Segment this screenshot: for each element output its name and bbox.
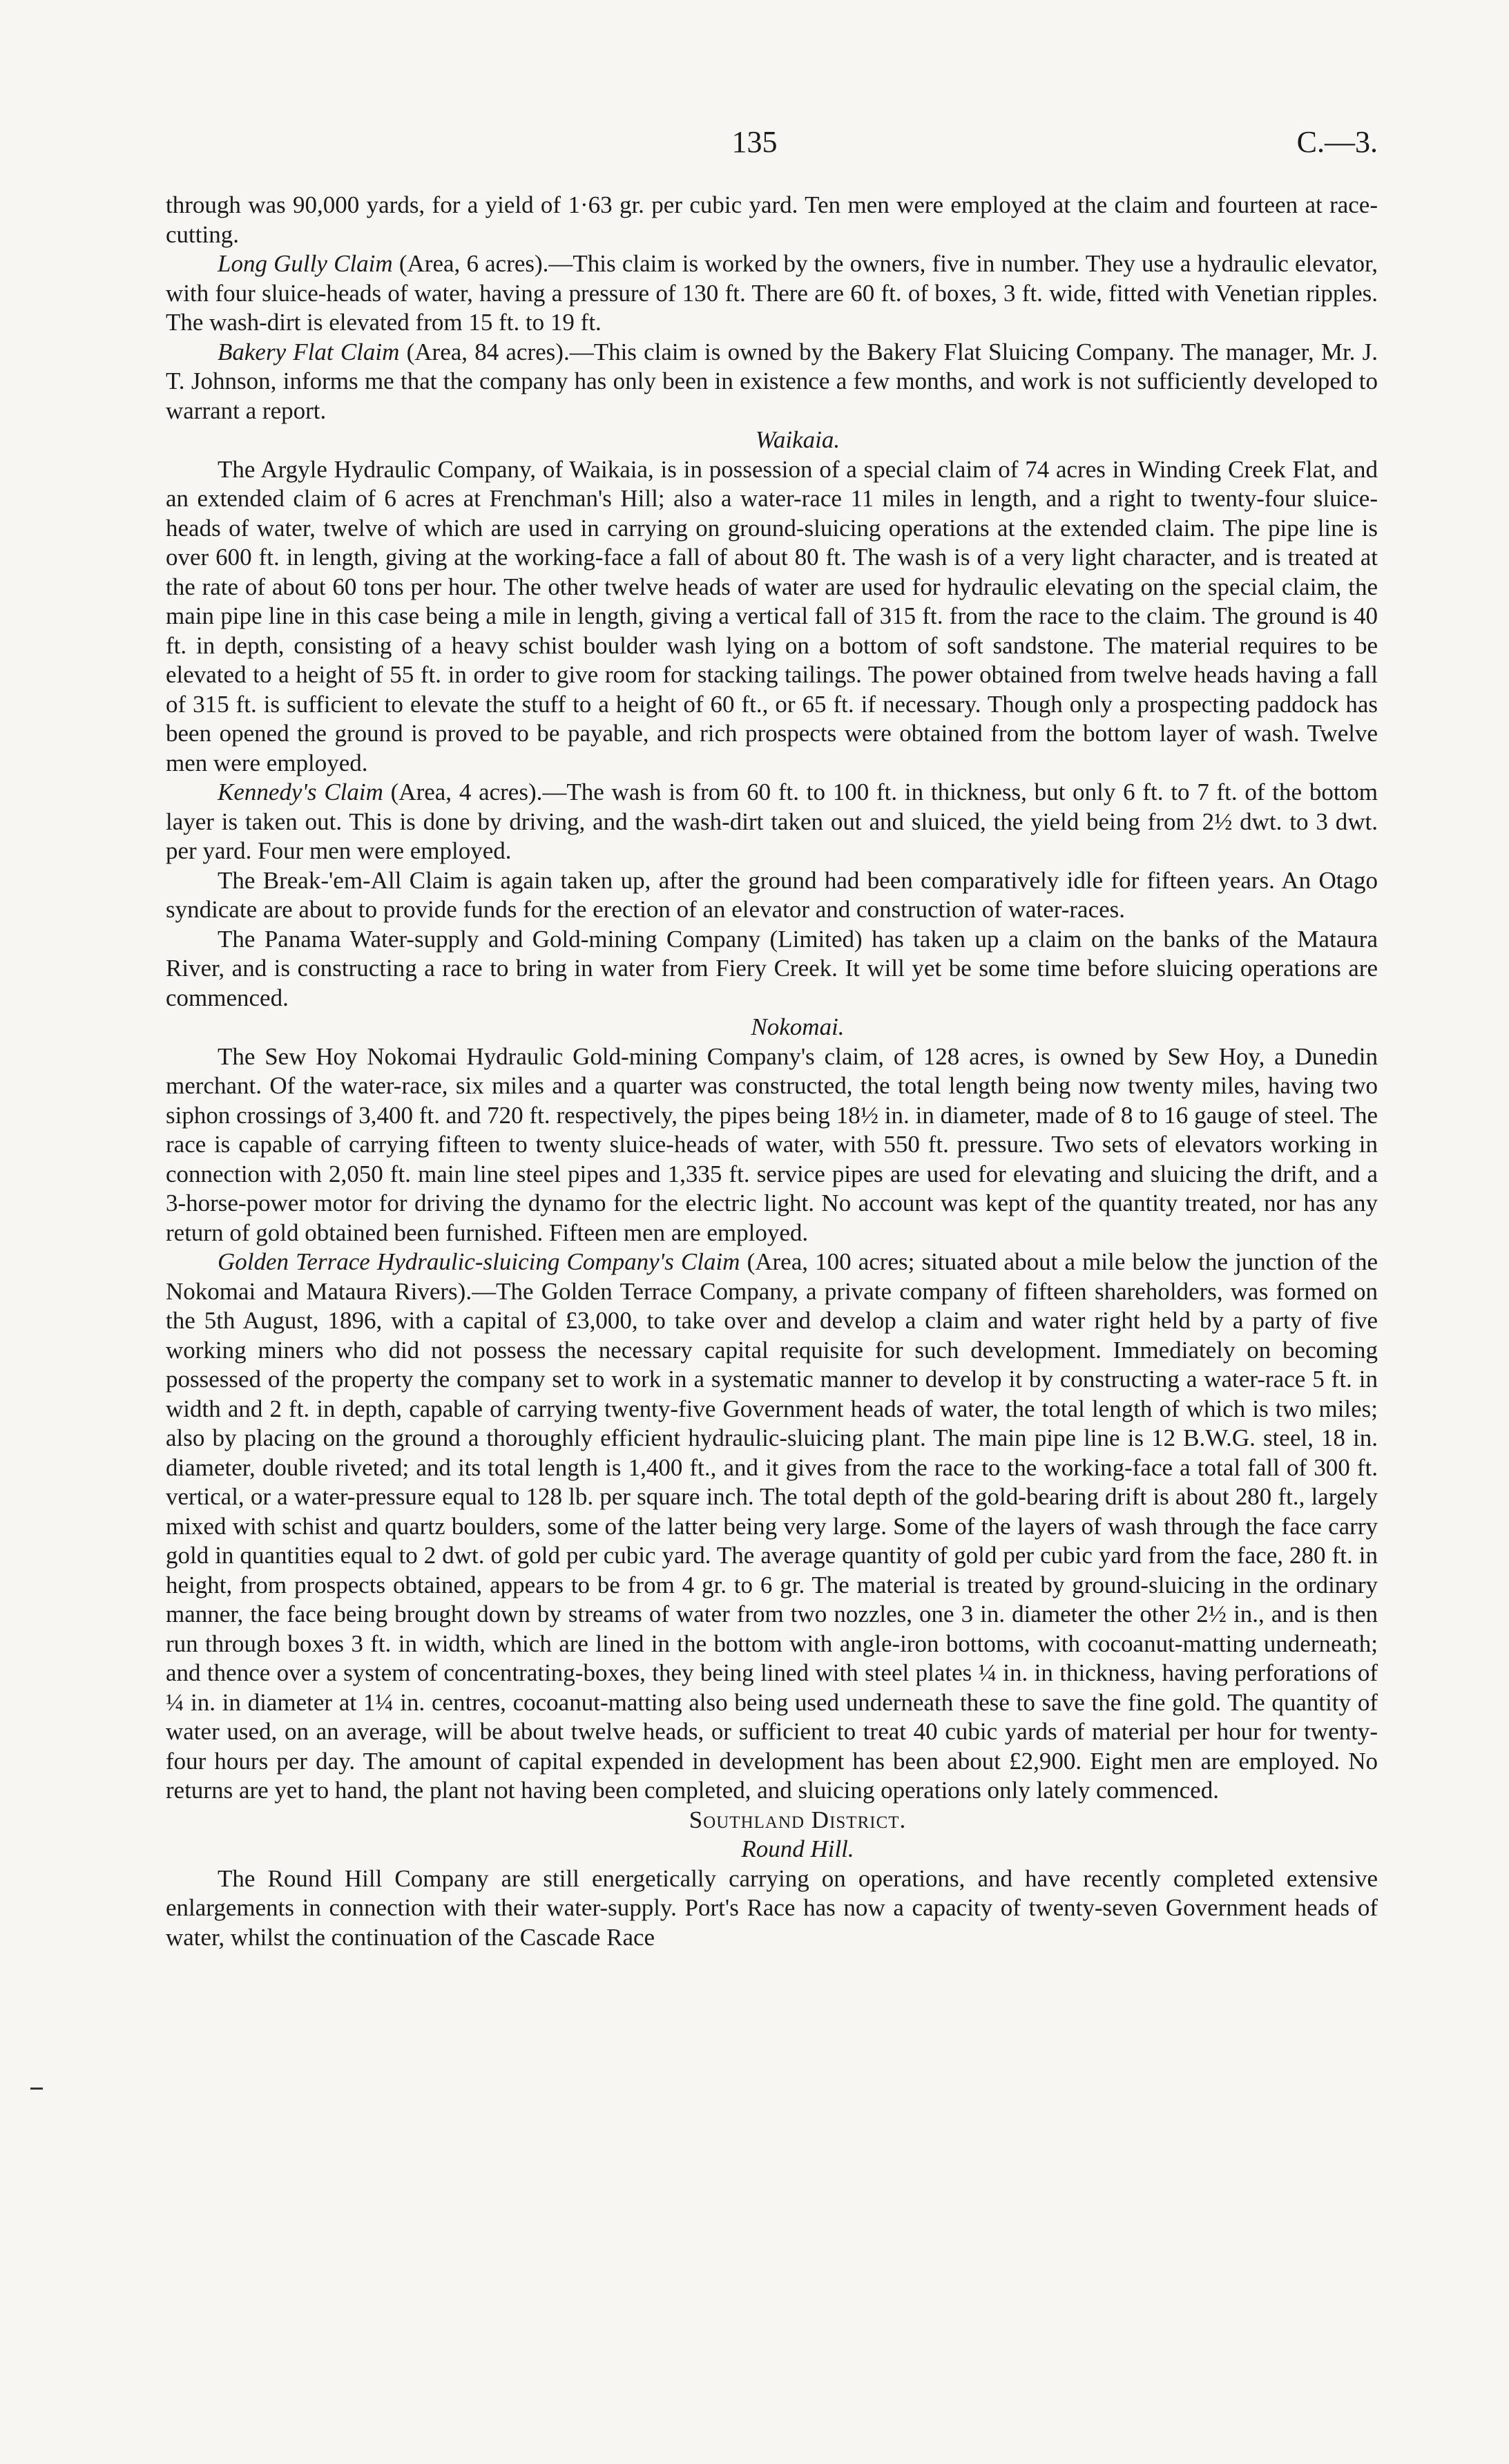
paragraph-continuation: through was 90,000 yards, for a yield of 1·63 gr. per cubic yard. Ten men were employed at the claim and fourteen at race-cutting. bbox=[166, 191, 1378, 248]
page-header bbox=[0, 124, 1509, 166]
paragraph-round-hill-company: The Round Hill Company are still energetically carrying on operations, and have recently completed extensive enlargements in connection with their water-supply. Port's Race has now a capacity of twenty-seven Government heads of water, whilst the continuation of the Cascade Race bbox=[166, 1864, 1378, 1951]
paragraph-bakery-flat-claim bbox=[166, 338, 1378, 426]
paragraph-panama-water-supply: The Panama Water-supply and Gold-mining Company (Limited) has taken up a claim on the banks of the Mataura River, and is constructing a race to bring in water from Fiery Creek. It will yet be some time before sluicing operations are commenced. bbox=[166, 925, 1378, 1011]
paragraph-long-gully-claim bbox=[166, 249, 1378, 338]
paragraph-argyle-hydraulic: The Argyle Hydraulic Company, of Waikaia, is in possession of a special claim of 74 acres in Winding Creek Flat, and an extended claim of 6 acres at Frenchman's Hill; also a water-race 11 miles in length, and a right to twenty-four sluice-heads of water, twelve of which are used in carrying on ground-sluicing operations at the extended claim. The pipe line is over 600 ft. in length, giving at the working-face a fall of about 80 ft. The wash is of a very light character, and is treated at the rate of about 60 tons per hour. The other twelve heads of water are used for hydraulic elevating on the special claim, the main pipe line in this case being a mile in length, giving a vertical fall of 315 ft. from the race to the claim. The ground is 40 ft. in depth, consisting of a heavy schist boulder wash lying on a bottom of soft sandstone. The material requires to be elevated to a height of 55 ft. in order to give room for stacking tailings. The power obtained from twelve heads having a fall of 315 ft. is sufficient to elevate the stuff to a height of 60 ft., or 65 ft. if necessary. Though only a prospecting paddock has been opened the ground is proved to be payable, and rich prospects were obtained from the bottom layer of wash. Twelve men were employed. bbox=[166, 455, 1378, 776]
section-heading-nokomai: Nokomai. bbox=[751, 1013, 845, 1040]
page-number: 135 bbox=[731, 125, 778, 159]
claim-text: (Area, 84 acres).—This claim is owned by the Bakery Flat Sluicing Company. The manager, Mr. J. T. Johnson, informs me that the company has only been in existence a few months, and work is not sufficiently developed to warrant a report. bbox=[166, 338, 1378, 424]
page-reference: C.—3. bbox=[1296, 125, 1378, 159]
section-heading-round-hill: Round Hill. bbox=[741, 1835, 854, 1862]
claim-text: (Area, 4 acres).—The wash is from 60 ft. to 100 ft. in thickness, but only 6 ft. to 7 ft. of the bottom layer is taken out. This is done by driving, and the wash-dirt taken out and sluiced, the yield being from 2½ dwt. to 3 dwt. per yard. Four men were employed. bbox=[166, 779, 1378, 864]
paragraph-break-em-all: The Break-'em-All Claim is again taken up, after the ground had been comparatively idle for fifteen years. An Otago syndicate are about to provide funds for the erection of an elevator and construction of water-races. bbox=[166, 866, 1378, 923]
claim-title: Golden Terrace Hydraulic-sluicing Company's Claim bbox=[218, 1248, 740, 1275]
section-heading-southland-district: Southland District. bbox=[689, 1806, 907, 1833]
paragraph-kennedys-claim bbox=[166, 778, 1378, 866]
margin-mark bbox=[30, 2088, 43, 2090]
claim-title: Long Gully Claim bbox=[218, 250, 393, 277]
claim-title: Kennedy's Claim bbox=[218, 779, 383, 805]
claim-text: (Area, 6 acres).—This claim is worked by the owners, five in number. They use a hydraulic elevator, with four sluice-heads of water, having a pressure of 130 ft. There are 60 ft. of boxes, 3 ft. wide, fitted with Venetian ripples. The wash-dirt is elevated from 15 ft. to 19 ft. bbox=[166, 250, 1378, 336]
section-heading-waikaia: Waikaia. bbox=[755, 426, 840, 453]
document-body bbox=[166, 191, 1378, 1952]
paragraph-sew-hoy-nokomai: The Sew Hoy Nokomai Hydraulic Gold-mining Company's claim, of 128 acres, is owned by Sew Hoy, a Dunedin merchant. Of the water-race, six miles and a quarter was constructed, the total length being now twenty miles, having two siphon crossings of 3,400 ft. and 720 ft. respectively, the pipes being 18½ in. in diameter, made of 8 to 16 gauge of steel. The race is capable of carrying fifteen to twenty sluice-heads of water, with 550 ft. pressure. Two sets of elevators working in connection with 2,050 ft. main line steel pipes and 1,335 ft. service pipes are used for elevating and sluicing the drift, and a 3-horse-power motor for driving the dynamo for the electric light. No account was kept of the quantity treated, nor has any return of gold obtained been furnished. Fifteen men are employed. bbox=[166, 1042, 1378, 1246]
paragraph-golden-terrace bbox=[166, 1248, 1378, 1806]
claim-title: Bakery Flat Claim bbox=[218, 338, 400, 365]
claim-text: (Area, 100 acres; situated about a mile below the junction of the Nokomai and Mataura Rivers).—The Golden Terrace Company, a private company of fifteen shareholders, was formed on the 5th August, 1896, with a capital of £3,000, to take over and develop a claim and water right held by a party of five working miners who did not possess the necessary capital requisite for such development. Immediately on becoming possessed of the property the company set to work in a systematic manner to develop it by constructing a water-race 5 ft. in width and 2 ft. in depth, capable of carrying twenty-five Government heads of water, the total length of which is two miles; also by placing on the ground a thoroughly efficient hydraulic-sluicing plant. The main pipe line is 12 B.W.G. steel, 18 in. diameter, double riveted; and its total length is 1,400 ft., and it gives from the race to the working-face a total fall of 300 ft. vertical, or a water-pressure equal to 128 lb. per square inch. The total depth of the gold-bearing drift is about 280 ft., largely mixed with schist and quartz boulders, some of the latter being very large. Some of the layers of wash through the face carry gold in quantities equal to 2 dwt. of gold per cubic yard. The average quantity of gold per cubic yard from the face, 280 ft. in height, from prospects obtained, appears to be from 4 gr. to 6 gr. The material is treated by ground-sluicing in the ordinary manner, the face being brought down by streams of water from two nozzles, one 3 in. diameter the other 2½ in., and is then run through boxes 3 ft. in width, which are lined in the bottom with angle-iron bottoms, with cocoanut-matting underneath; and thence over a system of concentrating-boxes, they being lined with steel plates ¼ in. in thickness, having perforations of ¼ in. in diameter at 1¼ in. centres, cocoanut-matting also being used underneath these to save the fine gold. The quantity of water used, on an average, will be about twelve heads, or sufficient to treat 40 cubic yards of material per hour for twenty-four hours per day. The amount of capital expended in development has been about £2,900. Eight men are employed. No returns are yet to hand, the plant not having been completed, and sluicing operations only lately commenced. bbox=[166, 1248, 1378, 1804]
